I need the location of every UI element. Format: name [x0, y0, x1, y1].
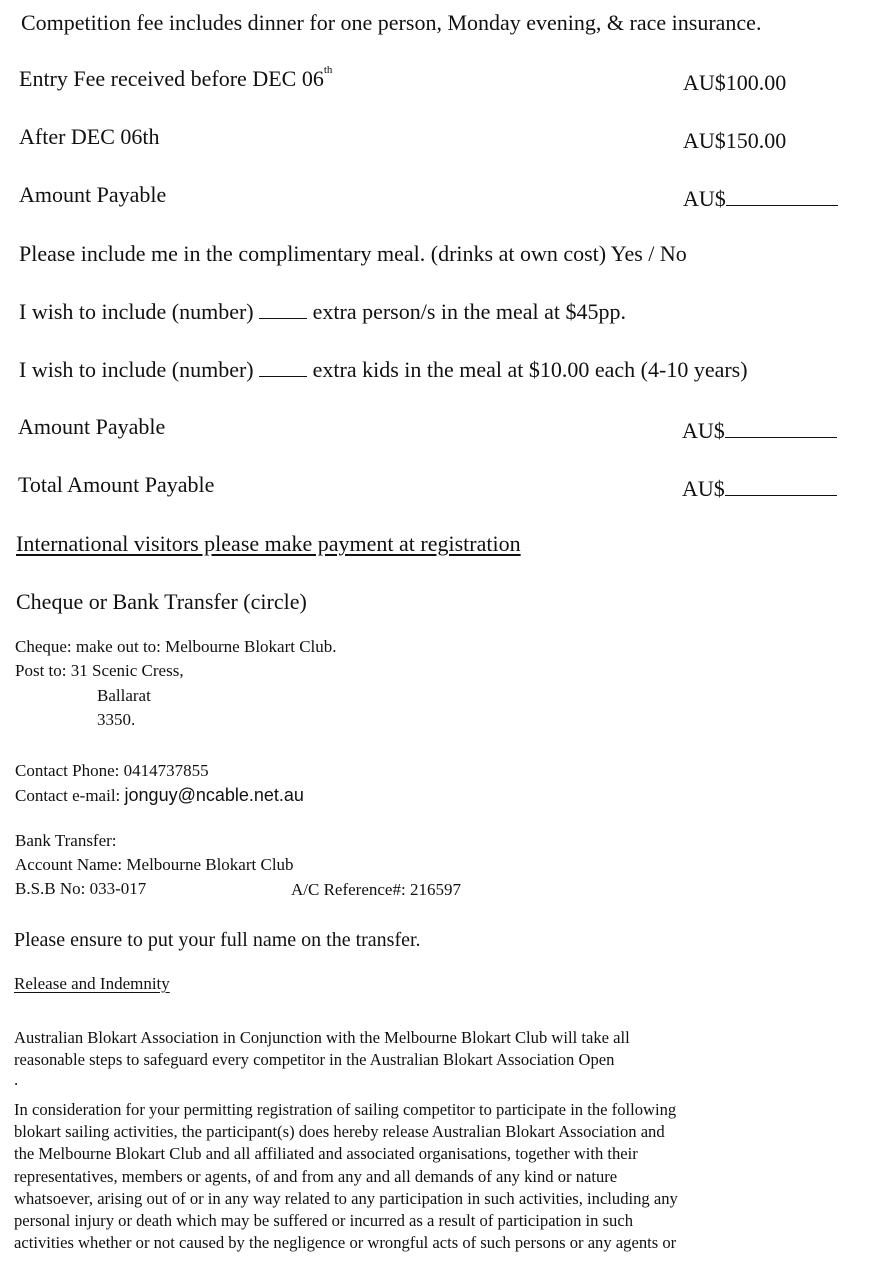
bsb-number: B.S.B No: 033-017 — [15, 879, 147, 898]
contact-email-line: Contact e-mail: jonguy@ncable.net.au — [15, 785, 304, 805]
meal-amount-label: Amount Payable — [18, 414, 166, 439]
post-to-address: Post to: 31 Scenic Cress, — [15, 661, 184, 680]
late-fee-label: After DEC 06th — [19, 124, 160, 149]
intl-visitors-notice: International visitors please make payment at registration — [16, 531, 521, 556]
ensure-name-note: Please ensure to put your full name on the transfer. — [14, 929, 421, 951]
ac-reference: A/C Reference#: 216597 — [291, 880, 461, 899]
early-fee-label: Entry Fee received before DEC 06th — [19, 64, 333, 91]
amount-payable-field[interactable]: AU$ — [683, 186, 838, 212]
extra-kids-line: I wish to include (number) extra kids in the meal at $10.00 each (4-10 years) — [19, 357, 748, 382]
extra-persons-blank[interactable] — [259, 317, 307, 319]
payment-method: Cheque or Bank Transfer (circle) — [16, 589, 307, 614]
amount-payable-label: Amount Payable — [19, 182, 167, 207]
total-amount-label: Total Amount Payable — [18, 472, 215, 497]
include-me-meal: Please include me in the complimentary meal. (drinks at own cost) Yes / No — [19, 241, 687, 266]
contact-email-link[interactable]: jonguy@ncable.net.au — [124, 785, 304, 805]
total-amount-field[interactable]: AU$ — [682, 476, 837, 502]
release-paragraph-2: In consideration for your permitting registration of sailing competitor to participate in the following blokart sailing activities, the participant(s) does hereby release Australian Blokart Association and the Melbourne Blokart Club and all affiliated and associated organisations, together with their representatives, members or agents, of and from any and all demands of any kind or nature whatsoever, arising out of or in any way related to any participation in such activities, including any personal injury or death which may be suffered or incurred as a result of participation in such activities whether or not caused by the negligence or wrongful acts of such persons or any agents or — [14, 1100, 678, 1253]
release-dot: . — [14, 1070, 19, 1089]
release-heading: Release and Indemnity — [14, 974, 170, 993]
release-paragraph-1: Australian Blokart Association in Conjunction with the Melbourne Blokart Club will take all reasonable steps to safeguard every competitor in the Australian Blokart Association Open — [14, 1028, 630, 1070]
bank-transfer-label: Bank Transfer: — [15, 831, 117, 850]
late-fee-amount: AU$150.00 — [683, 128, 787, 153]
early-fee-amount: AU$100.00 — [683, 70, 787, 95]
contact-phone: Contact Phone: 0414737855 — [15, 761, 209, 780]
account-name: Account Name: Melbourne Blokart Club — [15, 855, 294, 874]
cheque-payee: Cheque: make out to: Melbourne Blokart Club. — [15, 637, 337, 656]
address-postcode: 3350. — [97, 710, 136, 729]
extra-kids-blank[interactable] — [259, 375, 307, 377]
extra-persons-line: I wish to include (number) extra person/s in the meal at $45pp. — [19, 299, 627, 324]
address-city: Ballarat — [97, 686, 151, 705]
fee-intro: Competition fee includes dinner for one person, Monday evening, & race insurance. — [21, 10, 762, 35]
meal-amount-field[interactable]: AU$ — [682, 418, 837, 444]
